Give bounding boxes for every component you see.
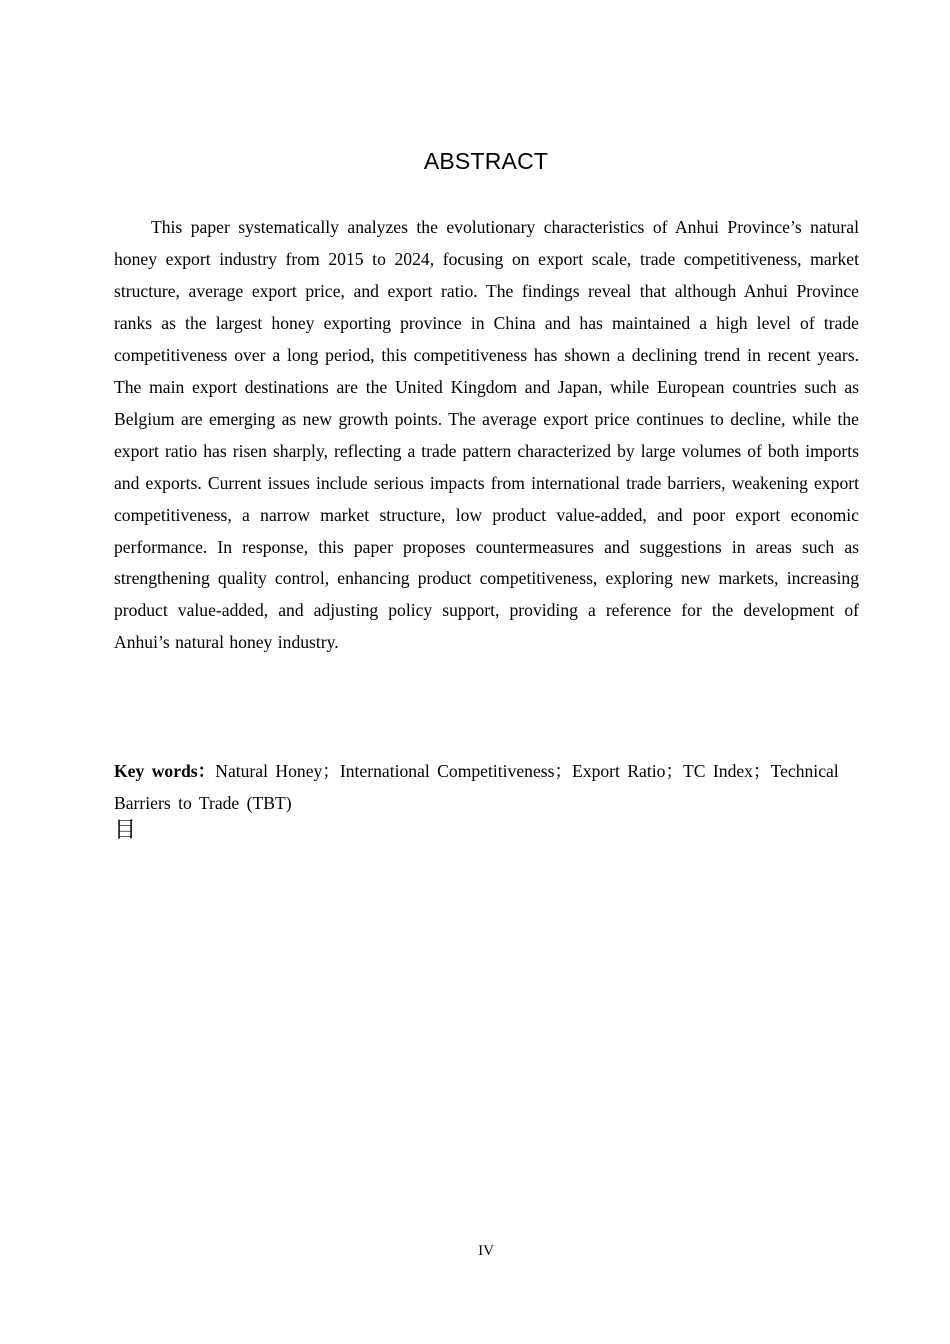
- page-number: IV: [478, 1243, 494, 1259]
- abstract-body: This paper systematically analyzes the evolutionary characteristics of Anhui Province’s natural honey export industry from 2015 to 2024, focusing on export scale, trade competitiveness, market structure, average export price, and export ratio. The findings reveal that although Anhui Province ranks as the largest honey exporting province in China and has maintained a high level of trade competitiveness over a long period, this competitiveness has shown a declining trend in recent years. The main export destinations are the United Kingdom and Japan, while European countries such as Belgium are emerging as new growth points. The average export price continues to decline, while the export ratio has risen sharply, reflecting a trade pattern characterized by large volumes of both imports and exports. Current issues include serious impacts from international trade barriers, weakening export competitiveness, a narrow market structure, low product value-added, and poor export economic performance. In response, this paper proposes countermeasures and suggestions in areas such as strengthening quality control, enhancing product competitiveness, exploring new markets, increasing product value-added, and adjusting policy support, providing a reference for the development of Anhui’s natural honey industry.: [114, 217, 859, 653]
- keywords-label: Key words：: [114, 761, 216, 781]
- abstract-title: ABSTRACT: [423, 148, 549, 174]
- keywords-list: Natural Honey；International Competitiveness；Export Ratio；TC Index；Technical Barriers to Trade (TBT): [114, 761, 839, 813]
- trailing-cjk-character: 目: [114, 818, 137, 843]
- keywords-paragraph: [114, 755, 859, 819]
